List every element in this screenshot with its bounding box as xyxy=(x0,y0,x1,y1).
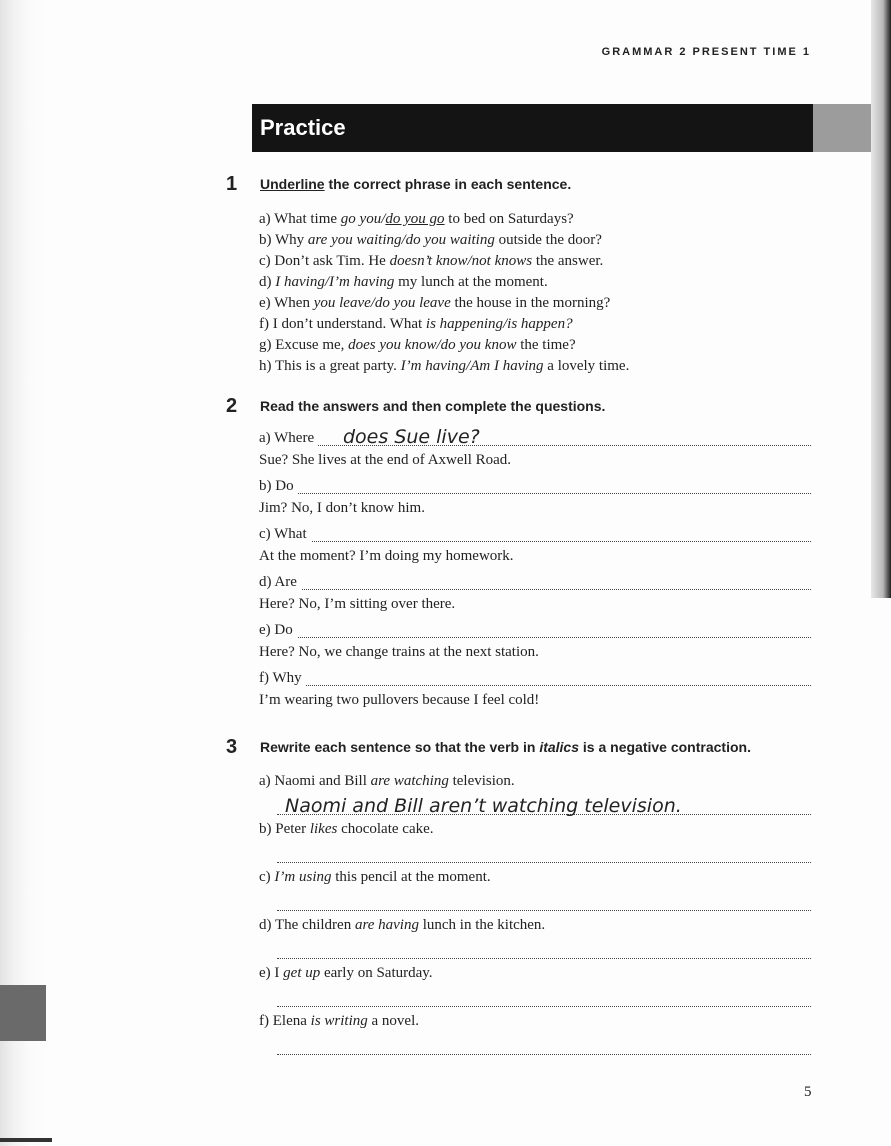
item-text: a lovely time. xyxy=(543,358,630,374)
item-text: this pencil at the moment. xyxy=(331,869,491,885)
answer-line[interactable] xyxy=(259,473,811,497)
item-text: Don’t ask Tim. He xyxy=(274,253,390,269)
scan-right-tab xyxy=(813,104,871,152)
answer-line[interactable] xyxy=(259,794,811,818)
item-letter: d) xyxy=(259,917,272,933)
item-text: lunch in the kitchen. xyxy=(418,917,546,933)
question-f xyxy=(259,665,811,713)
instruction-italic: italics xyxy=(539,739,580,755)
answer-line[interactable] xyxy=(259,938,811,962)
question-prompt: e) Do xyxy=(259,622,297,639)
item-text: a novel. xyxy=(367,1013,419,1029)
dotted-line xyxy=(277,910,811,911)
instruction-rest: the correct phrase in each sentence. xyxy=(324,176,572,192)
list-item xyxy=(259,209,629,230)
item-text: Elena xyxy=(272,1013,311,1029)
exercise-instruction xyxy=(260,176,571,192)
answer-line[interactable] xyxy=(259,569,811,593)
choice-text: does you know/do you know xyxy=(348,337,517,353)
item-text: the answer. xyxy=(532,253,604,269)
question-response: Jim? No, I don’t know him. xyxy=(259,500,425,516)
item-text: outside the door? xyxy=(494,232,602,248)
instruction-underlined: Underline xyxy=(260,176,325,192)
scan-bottom-mark xyxy=(0,1138,52,1142)
dotted-line xyxy=(277,1006,811,1007)
choice-text: I’m having/Am I having xyxy=(400,358,544,374)
italic-verb: get up xyxy=(283,965,321,981)
underlined-answer: do you go xyxy=(385,211,445,227)
banner-title: Practice xyxy=(260,115,346,140)
list-item xyxy=(259,356,629,377)
exercise-number: 2 xyxy=(226,395,238,417)
item-text: chocolate cake. xyxy=(337,821,434,837)
dotted-line xyxy=(277,1054,811,1055)
question-prompt: a) Where xyxy=(259,430,318,447)
answer-line[interactable] xyxy=(259,1034,811,1058)
item-letter: f) xyxy=(259,316,269,332)
italic-verb: are having xyxy=(354,917,419,933)
answer-line[interactable] xyxy=(259,617,811,641)
item-text: What time xyxy=(274,211,341,227)
question-e xyxy=(259,617,811,665)
question-d xyxy=(259,569,811,617)
rewrite-sentence xyxy=(259,818,811,842)
instruction-text: is a negative contraction. xyxy=(579,739,751,755)
item-text: Excuse me, xyxy=(275,337,349,353)
item-letter: b) xyxy=(259,232,272,248)
answer-line[interactable] xyxy=(259,842,811,866)
instruction-text: Rewrite each sentence so that the verb in xyxy=(260,739,540,755)
running-head: GRAMMAR 2 PRESENT TIME 1 xyxy=(601,46,811,58)
dotted-line xyxy=(259,637,811,638)
question-response: At the moment? I’m doing my homework. xyxy=(259,548,514,564)
rewrite-sentence xyxy=(259,866,811,890)
rewrite-item-d xyxy=(259,914,811,962)
rewrite-sentence xyxy=(259,962,811,986)
italic-verb: are watching xyxy=(370,773,449,789)
answer-line[interactable] xyxy=(259,425,811,449)
scan-right-edge xyxy=(871,0,891,598)
question-b xyxy=(259,473,811,521)
practice-banner xyxy=(252,104,813,152)
dotted-line xyxy=(277,958,811,959)
rewrite-sentence xyxy=(259,914,811,938)
exercise-number: 3 xyxy=(226,736,238,758)
question-response: Here? No, we change trains at the next station. xyxy=(259,644,539,660)
item-text: When xyxy=(274,295,314,311)
item-letter: d) xyxy=(259,274,272,290)
exercise-number: 1 xyxy=(226,173,238,195)
question-a xyxy=(259,425,811,473)
exercise-instruction: Read the answers and then complete the questions. xyxy=(260,398,606,414)
list-item xyxy=(259,251,629,272)
dotted-line xyxy=(277,862,811,863)
rewrite-item-c xyxy=(259,866,811,914)
rewrite-item-b xyxy=(259,818,811,866)
item-text: Why xyxy=(274,232,308,248)
item-text: This is a great party. xyxy=(274,358,401,374)
list-item xyxy=(259,335,629,356)
item-text: the house in the morning? xyxy=(450,295,611,311)
dotted-line xyxy=(259,445,811,446)
scan-margin-bar xyxy=(0,985,46,1041)
rewrite-sentence xyxy=(259,1010,811,1034)
answer-line[interactable] xyxy=(259,665,811,689)
dotted-line xyxy=(259,541,811,542)
item-text: to bed on Saturdays? xyxy=(444,211,574,227)
item-text: television. xyxy=(448,773,515,789)
item-letter: e) xyxy=(259,295,271,311)
item-text: I xyxy=(274,965,284,981)
list-item xyxy=(259,272,629,293)
choice-text: you leave/do you leave xyxy=(313,295,451,311)
choice-text: are you waiting/do you waiting xyxy=(307,232,495,248)
answer-line[interactable] xyxy=(259,890,811,914)
choice-text: go you/ xyxy=(340,211,386,227)
question-response: Sue? She lives at the end of Axwell Road. xyxy=(259,452,512,468)
answer-line[interactable] xyxy=(259,986,811,1010)
handwritten-answer: Naomi and Bill aren’t watching television. xyxy=(285,795,682,817)
italic-verb: is writing xyxy=(310,1013,368,1029)
question-prompt: c) What xyxy=(259,526,311,543)
item-letter: c) xyxy=(259,869,271,885)
rewrite-sentence xyxy=(259,770,811,794)
answer-line[interactable] xyxy=(259,521,811,545)
question-response: Here? No, I’m sitting over there. xyxy=(259,596,456,612)
question-c xyxy=(259,521,811,569)
item-text: the time? xyxy=(516,337,576,353)
item-letter: a) xyxy=(259,211,271,227)
list-item xyxy=(259,293,629,314)
item-text: I don’t understand. What xyxy=(272,316,426,332)
item-text: my lunch at the moment. xyxy=(394,274,548,290)
question-response: I’m wearing two pullovers because I feel cold! xyxy=(259,692,540,708)
dotted-line xyxy=(259,589,811,590)
exercise-1-items xyxy=(259,209,629,377)
item-text: Peter xyxy=(275,821,310,837)
item-letter: c) xyxy=(259,253,271,269)
item-text: early on Saturday. xyxy=(320,965,433,981)
question-prompt: f) Why xyxy=(259,670,306,687)
choice-text: is happening/is happen? xyxy=(425,316,573,332)
rewrite-item-a xyxy=(259,770,811,818)
page-number: 5 xyxy=(804,1084,812,1100)
question-prompt: d) Are xyxy=(259,574,301,591)
italic-verb: I’m using xyxy=(274,869,332,885)
dotted-line xyxy=(259,493,811,494)
item-text: The children xyxy=(274,917,355,933)
rewrite-item-f xyxy=(259,1010,811,1058)
question-prompt: b) Do xyxy=(259,478,298,495)
italic-verb: likes xyxy=(309,821,338,837)
item-letter: h) xyxy=(259,358,272,374)
rewrite-item-e xyxy=(259,962,811,1010)
list-item xyxy=(259,314,629,335)
item-text: Naomi and Bill xyxy=(274,773,371,789)
item-letter: a) xyxy=(259,773,271,789)
handwritten-answer: does Sue live? xyxy=(343,426,480,448)
dotted-line xyxy=(259,685,811,686)
choice-text: I having/I’m having xyxy=(275,274,395,290)
exercise-instruction xyxy=(260,739,751,755)
list-item xyxy=(259,230,629,251)
choice-text: doesn’t know/not knows xyxy=(389,253,533,269)
item-letter: f) xyxy=(259,1013,269,1029)
scan-left-edge xyxy=(0,0,50,1146)
item-letter: e) xyxy=(259,965,271,981)
item-letter: g) xyxy=(259,337,272,353)
item-letter: b) xyxy=(259,821,272,837)
